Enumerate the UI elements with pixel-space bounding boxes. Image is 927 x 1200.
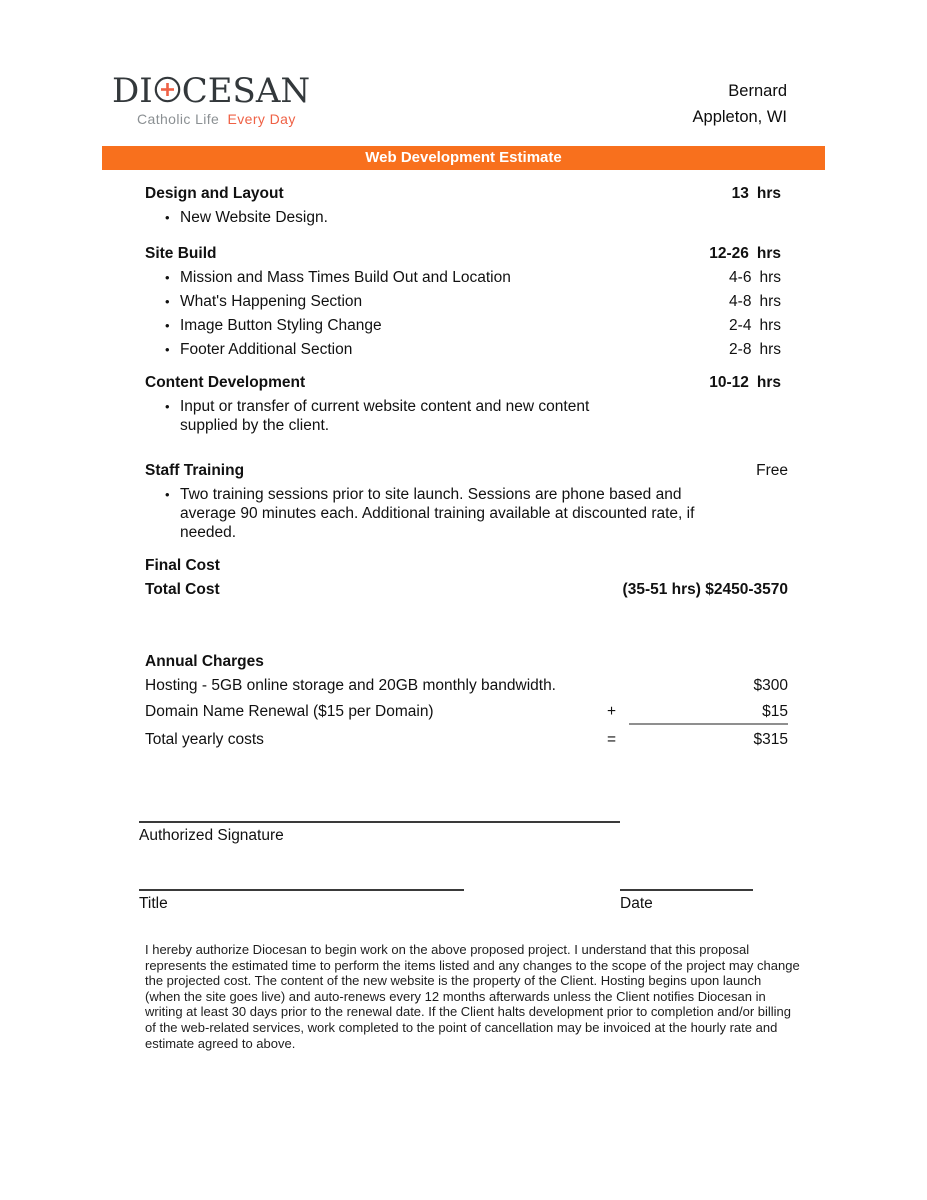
section-hours [709,244,788,263]
item-label: Image Button Styling Change [180,317,382,334]
hours-unit: hrs [756,245,781,262]
section-hours [709,373,788,392]
section-hours [732,184,788,203]
tagline-accent-text: Every Day [227,111,296,127]
document-title-banner [102,146,825,170]
section-content-development [145,373,788,435]
cross-in-circle-icon [154,73,181,111]
section-hours [756,461,788,480]
list-item [165,485,788,542]
totals-block [145,556,788,599]
annual-row-label: Total yearly costs [145,731,264,748]
item-label: Footer Additional Section [180,341,353,358]
annual-row-amount: $300 [753,677,788,694]
hours-value: 10-12 [709,374,749,391]
item-label: What's Happening Section [180,293,363,310]
section-title: Design and Layout [145,185,284,202]
annual-row-operator: + [607,703,617,720]
bullet-icon: • [165,210,170,225]
authorization-terms-text: I hereby authorize Diocesan to begin work on the above proposed project. I understand that this proposal represents the estimated time to perform the items listed and any changes to the scope of the project may change the projected cost. The content of the new website is the property of the Client. Hosting begins upon launch (when the site goes live) and auto-renews every 12 months afterwards unless the Client notifies Diocesan in writing at least 30 days prior to the renewal date. If the Client halts development prior to completion and/or billing of the web-related services, work completed to the point of cancellation may be invoiced at the hourly rate and estimate agreed to above. [145,942,800,1051]
item-hours [729,316,788,335]
annual-row-amount: $15 [629,702,788,725]
item-label: Mission and Mass Times Build Out and Location [180,269,511,286]
final-cost-row [145,556,788,575]
item-label: Input or transfer of current website content and new content supplied by the client. [180,398,590,434]
total-cost-row [145,580,788,599]
bullet-icon: • [165,487,170,502]
bullet-icon: • [165,342,170,357]
item-label: New Website Design. [180,209,328,226]
date-column [620,889,753,913]
annual-row-label: Hosting - 5GB online storage and 20GB monthly bandwidth. [145,677,556,694]
date-label: Date [620,895,653,912]
section-design-and-layout [145,184,788,227]
annual-row-total [145,730,788,751]
list-item [165,292,788,311]
annual-charges-block [145,652,788,751]
title-date-row [139,889,787,913]
authorized-signature-line [139,821,620,823]
annual-row-label: Domain Name Renewal ($15 per Domain) [145,703,434,720]
title-line [139,889,464,891]
document-title: Web Development Estimate [365,149,562,166]
bullet-icon: • [165,318,170,333]
item-hours [729,340,788,359]
annual-row-amount: $315 [753,731,788,748]
section-title: Staff Training [145,462,245,479]
hours-value: Free [756,462,788,479]
item-label: Two training sessions prior to site launch. Sessions are phone based and average 90 minutes each. Additional training available at discounted rate, if needed. [180,486,695,541]
list-item [165,340,788,359]
logo-tagline [112,111,310,127]
total-cost-label: Total Cost [145,581,220,598]
bullet-icon: • [165,270,170,285]
logo-word-suffix: CESAN [181,71,311,111]
logo-wordmark [112,72,310,110]
section-site-build [145,244,788,359]
annual-charges-title: Annual Charges [145,653,264,670]
annual-row-operator: = [607,731,617,748]
hours-value: 4-6 [729,269,752,286]
section-items [145,485,788,542]
section-header [145,244,788,263]
section-header [145,373,788,392]
hours-unit: hrs [759,317,781,334]
section-header [145,461,788,480]
list-item [165,397,788,435]
item-hours [729,268,788,287]
authorized-signature-label: Authorized Signature [139,827,284,844]
signature-spacer [464,889,620,913]
section-header [145,184,788,203]
section-title: Content Development [145,374,306,391]
hours-unit: hrs [759,269,781,286]
section-items [145,208,788,227]
section-staff-training [145,461,788,542]
hours-unit: hrs [756,374,781,391]
client-name: Bernard [728,82,787,100]
logo-word-prefix: DI [112,71,153,111]
hours-value: 2-4 [729,317,752,334]
hours-value: 13 [731,185,749,202]
title-column [139,889,464,913]
section-items [145,268,788,359]
hours-value: 2-8 [729,341,752,358]
item-hours [729,292,788,311]
date-line [620,889,753,891]
hours-unit: hrs [759,341,781,358]
annual-row-hosting [145,676,788,697]
diocesan-logo [112,72,310,127]
title-label: Title [139,895,168,912]
hours-unit: hrs [756,185,781,202]
section-items [145,397,788,435]
signature-block [139,821,787,913]
list-item [165,268,788,287]
estimate-body [139,176,800,1051]
bullet-icon: • [165,399,170,414]
list-item [165,208,788,227]
hours-value: 4-8 [729,293,752,310]
final-cost-label: Final Cost [145,557,220,574]
tagline-gray-text: Catholic Life [137,111,220,127]
bullet-icon: • [165,294,170,309]
section-title: Site Build [145,245,217,262]
hours-value: 12-26 [709,245,749,262]
hours-unit: hrs [759,293,781,310]
total-cost-value: (35-51 hrs) $2450-3570 [622,581,788,598]
client-location: Appleton, WI [692,108,787,126]
annual-row-domain [145,702,788,725]
client-info [693,78,787,130]
list-item [165,316,788,335]
